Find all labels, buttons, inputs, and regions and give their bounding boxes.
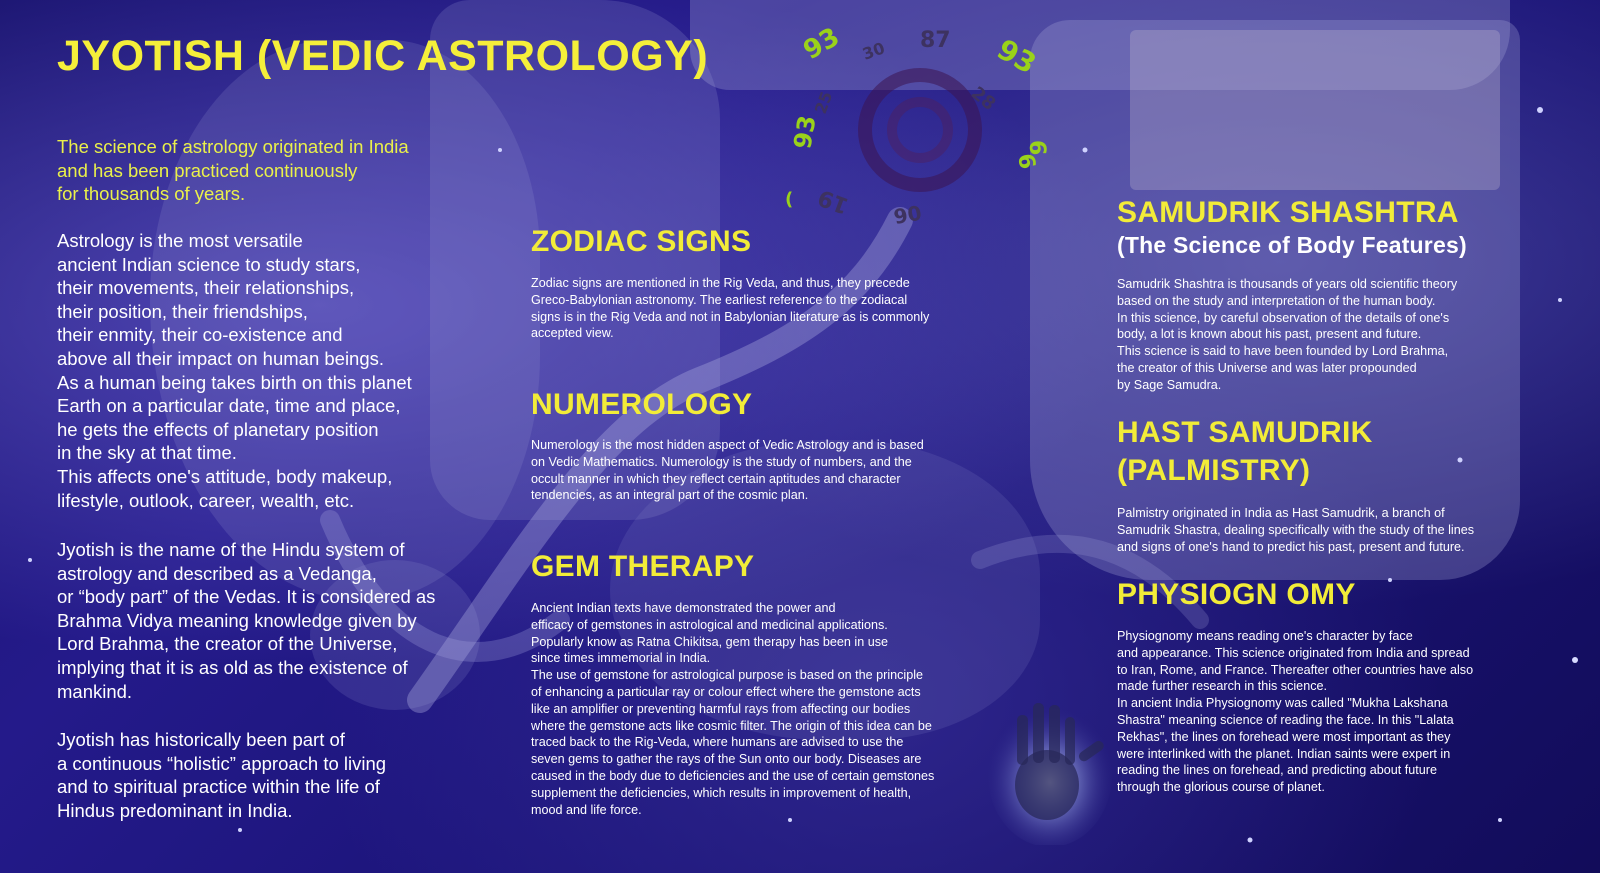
svg-text:6: 6	[1024, 140, 1049, 156]
paragraph-line: ancient Indian science to study stars,	[57, 253, 361, 275]
page-title: JYOTISH (VEDIC ASTROLOGY)	[57, 32, 709, 80]
paragraph-line: above all their impact on human beings.	[57, 347, 385, 369]
samudrik-shashtra-title: SAMUDRIK SHASHTRA	[1117, 196, 1459, 229]
body-line: caused in the body due to deficiencies and the use of certain gemstones	[531, 768, 935, 783]
body-line: accepted view.	[531, 326, 614, 341]
astrology-paragraph	[57, 229, 487, 512]
body-line: Greco-Babylonian astronomy. The earliest reference to the zodiacal	[531, 292, 908, 307]
body-line: to Iran, Rome, and France. Thereafter other countries have also	[1117, 662, 1474, 677]
body-line: through the glorious course of planet.	[1117, 780, 1325, 795]
paragraph-line: mankind.	[57, 680, 133, 702]
hast-samudrik-title: HAST SAMUDRIK	[1117, 416, 1373, 449]
paragraph-line: This affects one's attitude, body makeup,	[57, 465, 393, 487]
body-line: signs is in the Rig Veda and not in Babylonian literature as is commonly	[531, 309, 930, 324]
paragraph-line: astrology and described as a Vedanga,	[57, 562, 377, 584]
body-line: like an amplifier or preventing harmful rays from affecting our bodies	[531, 701, 911, 716]
jyotish-paragraph	[57, 538, 487, 703]
body-line: seven gems to gather the rays of the Sun onto our body. Diseases are	[531, 752, 922, 767]
body-line: Popularly know as Ratna Chikitsa, gem therapy has been in use	[531, 634, 889, 649]
numerology-text	[531, 437, 924, 504]
spiral-numbers-graphic	[780, 15, 1060, 230]
paragraph-line: Brahma Vidya meaning knowledge given by	[57, 609, 417, 631]
body-line: body, a lot is known about his past, present and future.	[1117, 327, 1422, 342]
svg-text:(: (	[785, 189, 794, 210]
body-line: efficacy of gemstones in astrological and medicinal applications.	[531, 617, 888, 632]
svg-text:93: 93	[991, 32, 1042, 81]
body-line: and appearance. This science originated from India and spread	[1117, 645, 1470, 660]
hast-samudrik-text	[1117, 505, 1474, 555]
paragraph-line: Astrology is the most versatile	[57, 230, 303, 251]
body-line: on Vedic Mathematics. Numerology is the study of numbers, and the	[531, 454, 912, 469]
background-shape-top-band	[690, 0, 1510, 90]
intro-line: and has been practiced continuously	[57, 159, 358, 181]
body-line: by Sage Samudra.	[1117, 377, 1222, 392]
body-line: Palmistry originated in India as Hast Samudrik, a branch of	[1117, 506, 1445, 520]
body-line: traced back to the Rig-Veda, where humans are advised to use the	[531, 735, 904, 750]
body-line: Rekhas", the lines on forehead were most important as they	[1117, 729, 1451, 744]
body-line: and signs of one's hand to predict his past, present and future.	[1117, 539, 1465, 554]
svg-text:6: 6	[1012, 151, 1040, 172]
paragraph-line: Jyotish is the name of the Hindu system of	[57, 539, 405, 560]
svg-text:93: 93	[788, 113, 822, 152]
body-line: made further research in this science.	[1117, 679, 1327, 694]
svg-text:25: 25	[810, 88, 837, 117]
paragraph-line: and to spiritual practice within the life of	[57, 776, 380, 798]
svg-text:30: 30	[859, 38, 888, 64]
paragraph-line: implying that it is as old as the existence of	[57, 656, 408, 678]
zodiac-signs-text	[531, 275, 929, 342]
paragraph-line: their movements, their relationships,	[57, 277, 355, 299]
physiognomy-heading: PHYSIOGN OMY	[1117, 578, 1356, 611]
body-line: Samudrik Shashtra is thousands of years old scientific theory	[1117, 277, 1458, 291]
paragraph-line: lifestyle, outlook, career, wealth, etc.	[57, 489, 355, 511]
paragraph-line: Hindus predominant in India.	[57, 799, 293, 821]
body-line: the creator of this Universe and was later propounded	[1117, 360, 1417, 375]
body-line: since times immemorial in India.	[531, 651, 711, 666]
gem-therapy-heading: GEM THERAPY	[531, 550, 755, 583]
paragraph-line: or “body part” of the Vedas. It is considered as	[57, 586, 436, 608]
body-line: were interlinked with the planet. Indian saints were expert in	[1117, 746, 1451, 761]
intro-line: for thousands of years.	[57, 183, 246, 204]
paragraph-line: Earth on a particular date, time and place,	[57, 395, 401, 417]
body-line: reading the lines on forehead, and predicting about future	[1117, 763, 1437, 778]
samudrik-shashtra-text	[1117, 276, 1457, 394]
body-line: supplement the deficiencies, which results in improvement of health,	[531, 785, 912, 800]
svg-text:06: 06	[891, 200, 924, 229]
hast-samudrik-heading	[1117, 414, 1373, 490]
body-line: In this science, by careful observation of the details of one's	[1117, 310, 1450, 325]
zodiac-signs-heading: ZODIAC SIGNS	[531, 225, 752, 258]
paragraph-line: Jyotish has historically been part of	[57, 729, 345, 750]
background-shape-paper-texture	[1130, 30, 1500, 190]
numerology-heading: NUMEROLOGY	[531, 388, 753, 421]
samudrik-shashtra-subtitle: (The Science of Body Features)	[1117, 232, 1467, 258]
body-line: where the gemstone acts like cosmic filter. The origin of this idea can be	[531, 718, 932, 733]
body-line: Samudrik Shastra, dealing specifically with the study of the lines	[1117, 522, 1475, 537]
paragraph-line: their enmity, their co-existence and	[57, 324, 343, 346]
body-line: Ancient Indian texts have demonstrated the power and	[531, 601, 836, 615]
body-line: This science is said to have been founded by Lord Brahma,	[1117, 344, 1449, 359]
body-line: Zodiac signs are mentioned in the Rig Veda, and thus, they precede	[531, 276, 910, 290]
intro-paragraph	[57, 135, 477, 206]
hast-samudrik-title: (PALMISTRY)	[1117, 454, 1311, 487]
paragraph-line: Lord Brahma, the creator of the Universe,	[57, 633, 398, 655]
svg-text:19: 19	[814, 183, 853, 218]
intro-line: The science of astrology originated in India	[57, 136, 409, 157]
body-line: tendencies, as an integral part of the cosmic plan.	[531, 488, 809, 503]
svg-text:28: 28	[966, 82, 1000, 115]
history-paragraph	[57, 728, 487, 822]
body-line: Physiognomy means reading one's character by face	[1117, 629, 1413, 643]
paragraph-line: a continuous “holistic” approach to living	[57, 752, 387, 774]
paragraph-line: in the sky at that time.	[57, 442, 237, 464]
svg-text:87: 87	[920, 28, 951, 53]
paragraph-line: As a human being takes birth on this planet	[57, 371, 412, 393]
body-line: Shastra" meaning science of reading the face. In this "Lalata	[1117, 712, 1454, 727]
body-line: Numerology is the most hidden aspect of Vedic Astrology and is based	[531, 438, 924, 452]
body-line: of enhancing a particular ray or colour effect where the gemstone acts	[531, 684, 921, 699]
body-line: based on the study and interpretation of the human body.	[1117, 293, 1436, 308]
paragraph-line: their position, their friendships,	[57, 300, 308, 322]
physiognomy-text	[1117, 628, 1473, 796]
glowing-hand-image	[985, 685, 1115, 845]
paragraph-line: he gets the effects of planetary position	[57, 418, 379, 440]
samudrik-shashtra-heading	[1117, 196, 1467, 259]
gem-therapy-text	[531, 600, 934, 818]
svg-text:93: 93	[798, 21, 845, 67]
body-line: mood and life force.	[531, 802, 642, 817]
body-line: The use of gemstone for astrological purpose is based on the principle	[531, 668, 924, 683]
body-line: In ancient India Physiognomy was called "Mukha Lakshana	[1117, 696, 1448, 711]
body-line: occult manner in which they reflect certain aptitudes and character	[531, 471, 901, 486]
